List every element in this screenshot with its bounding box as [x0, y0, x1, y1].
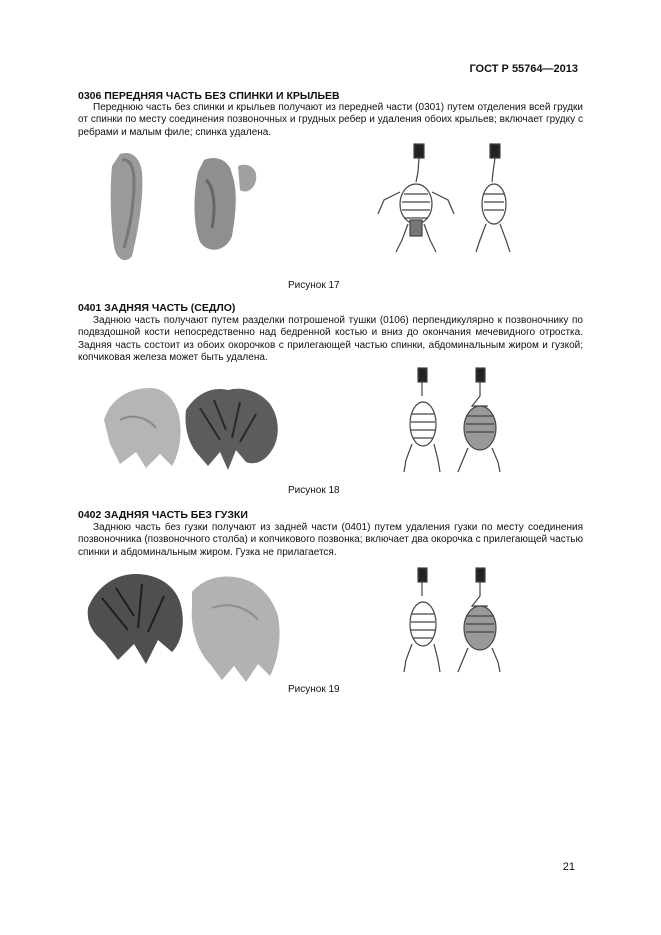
figure-18-photo-meat	[100, 380, 290, 475]
section-text-0402: Заднюю часть без гузки получают из задней части (0401) путем удаления гузки по месту соединения позвоночника (позвоночного столба) и копчикового позвонка; включает два окорочка с прилегающей частью спинки и абдоминальным жиром. Гузка не прилагается.	[78, 522, 583, 558]
section-title-0306: 0306 ПЕРЕДНЯЯ ЧАСТЬ БЕЗ СПИНКИ И КРЫЛЬЕВ	[78, 90, 340, 102]
figure-19-photo-meat	[82, 568, 282, 688]
section-title-0401: 0401 ЗАДНЯЯ ЧАСТЬ (СЕДЛО)	[78, 302, 236, 314]
figure-19-caption: Рисунок 19	[288, 684, 340, 695]
section-text-0306: Переднюю часть без спинки и крыльев получают из передней части (0301) путем отделения всей грудки от спинки по месту соединения позвоночных и грудных ребер и удаления обоих крыльев; включает грудку с ребрами и малым филе; спинка удалена.	[78, 102, 583, 138]
section-text-0401: Заднюю часть получают путем разделки потрошеной тушки (0106) перпендикулярно к позвоночнику по подвздошной кости непосредственно над бедренной костью и вниз до окончания мечевидного отростка. Задняя часть состоит из обоих окорочков с прилегающей частью спинки, абдоминальным жиром и гузкой; копчиковая железа может быть удалена.	[78, 315, 583, 363]
section-title-0402: 0402 ЗАДНЯЯ ЧАСТЬ БЕЗ ГУЗКИ	[78, 509, 248, 521]
standard-number: ГОСТ Р 55764—2013	[469, 63, 578, 75]
figure-17-caption: Рисунок 17	[288, 280, 340, 291]
figure-18-caption: Рисунок 18	[288, 485, 340, 496]
figure-18-skeleton-diagram	[396, 366, 506, 476]
figure-17-skeleton-diagram	[372, 142, 532, 257]
figure-17-photo-meat	[108, 150, 278, 270]
figure-19-skeleton-diagram	[396, 566, 506, 676]
page-number: 21	[562, 861, 575, 873]
